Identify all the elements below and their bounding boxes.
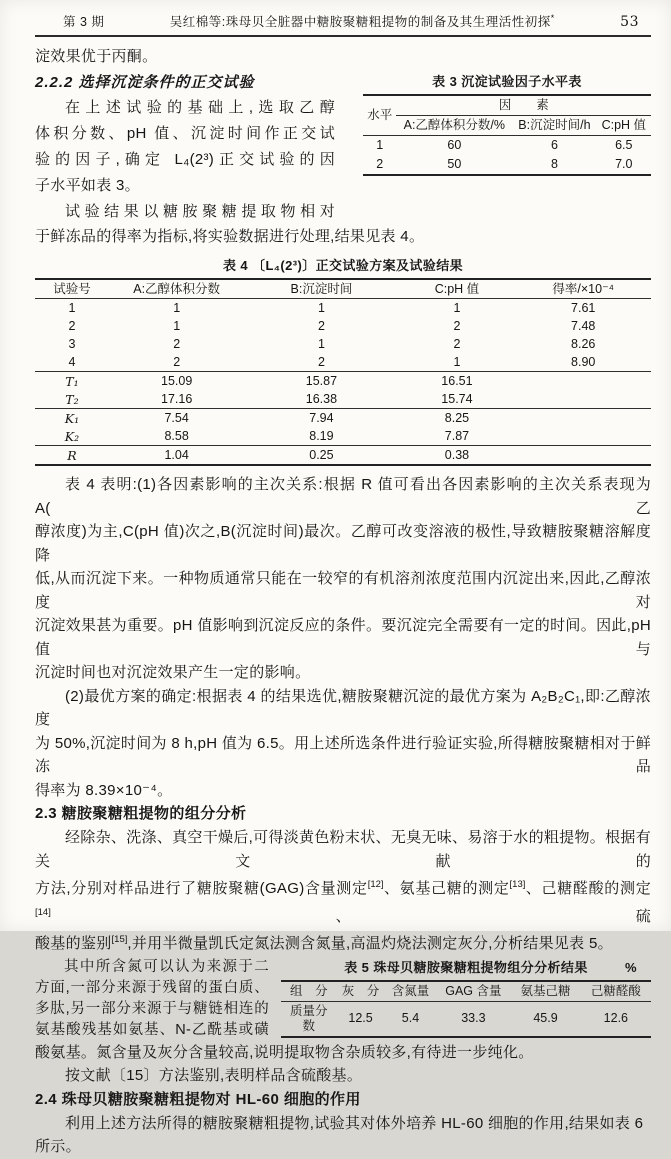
table-cell: 7.0 bbox=[615, 156, 633, 171]
table-cell: C:pH 值 bbox=[597, 115, 651, 135]
title-asterisk: * bbox=[550, 12, 555, 23]
left-column bbox=[35, 71, 335, 225]
paragraph-line: 得率为 8.39×10⁻⁴。 bbox=[35, 781, 173, 799]
table-cell: 7.54 bbox=[164, 410, 189, 425]
issue-number: 第 3 期 bbox=[63, 15, 105, 29]
paragraph-line: 其中所含氮可以认为来源于二 bbox=[64, 958, 269, 975]
citation-12: [12] bbox=[367, 879, 384, 890]
paragraph-line: 于鲜冻品的得率为指标,将实验数据进行处理,结果见表 4。 bbox=[35, 227, 425, 245]
table-cell bbox=[515, 409, 651, 428]
table-cell: 灰 分 bbox=[337, 981, 385, 1002]
paragraph-line: 酸氨基。氮含量及灰分含量较高,说明提取物含杂质较多,有待进一步纯化。 bbox=[35, 1043, 534, 1061]
table-cell: 2 bbox=[173, 336, 181, 351]
paragraph-line: 低,从而沉淀下来。一种物质通常只能在一较窄的有机溶剂浓度范围内沉淀出来,因此,乙醇浓度对 bbox=[35, 570, 651, 611]
paragraph-line: 验的因子,确定 L₄(2³)正交试验的因 bbox=[35, 150, 335, 168]
table-cell: 2 bbox=[244, 353, 398, 372]
table-cell: 水平 bbox=[363, 95, 396, 136]
table-cell: K₂ bbox=[35, 427, 109, 446]
paragraph-line: 在上述试验的基础上,选取乙醇 bbox=[65, 98, 335, 116]
table-cell: 3 bbox=[68, 336, 76, 351]
table-cell: 试验号 bbox=[35, 279, 109, 299]
table-cell: 8 bbox=[550, 156, 558, 171]
table-cell: C:pH 值 bbox=[398, 279, 515, 299]
table-cell: 7.48 bbox=[571, 318, 596, 333]
text-segment: 、氨基己糖的测定 bbox=[383, 880, 510, 897]
table-cell: 1 bbox=[453, 300, 461, 315]
table-cell: K₁ bbox=[64, 410, 80, 426]
paragraph-line: 子水平如表 3。 bbox=[35, 176, 140, 194]
table-4-wrap bbox=[35, 278, 651, 466]
table-cell: 1 bbox=[398, 353, 515, 372]
table-row bbox=[281, 1001, 651, 1037]
table-cell: 因 素 bbox=[396, 95, 651, 116]
section-2-3-heading: 2.3 糖胺聚糖粗提物的组分分析 bbox=[35, 805, 247, 822]
table-cell bbox=[515, 372, 651, 391]
table-row bbox=[35, 427, 651, 446]
table-cell: 6.5 bbox=[615, 137, 633, 152]
table-cell: 4 bbox=[35, 353, 109, 372]
table-cell: 17.16 bbox=[109, 390, 245, 409]
paragraph-line bbox=[35, 928, 651, 956]
left-column bbox=[35, 957, 269, 1041]
table-5-title-text: 表 5 珠母贝糖胺聚糖粗提物组分分析结果 bbox=[344, 959, 588, 975]
table-row bbox=[35, 353, 651, 372]
table-3-title: 表 3 沉淀试验因子水平表 bbox=[432, 73, 582, 89]
table-cell: 2 bbox=[453, 318, 461, 333]
two-column-block-2 bbox=[35, 957, 651, 1041]
table-cell: 1.04 bbox=[164, 447, 189, 462]
section-2-2-2-heading: 2.2.2 选择沉淀条件的正交试验 bbox=[35, 73, 255, 91]
table-cell: 己糖醛酸 bbox=[581, 981, 651, 1002]
table-cell: 12.6 bbox=[603, 1011, 629, 1025]
table-row bbox=[35, 372, 651, 391]
table-cell: 15.74 bbox=[398, 390, 515, 409]
paragraph-line: 经除杂、洗涤、真空干燥后,可得淡黄色粉末状、无臭无味、易溶于水的粗提物。根据有关文献的 bbox=[35, 829, 651, 870]
table-cell: 33.3 bbox=[461, 1011, 486, 1025]
text-segment: 酸基的鉴别 bbox=[35, 935, 112, 952]
table-cell: 7.61 bbox=[571, 300, 596, 315]
discussion-paragraph bbox=[35, 473, 651, 802]
table-cell: 7.94 bbox=[309, 410, 334, 425]
table-cell: 1 bbox=[173, 318, 181, 333]
paragraph-line: 多肽,另一部分来源于与糖链相连的 bbox=[35, 1000, 269, 1017]
table-cell: 12.5 bbox=[348, 1011, 373, 1025]
table-cell: 1 bbox=[68, 300, 76, 315]
table-cell: 16.51 bbox=[441, 373, 473, 388]
right-column bbox=[335, 71, 651, 225]
table-cell: 50 bbox=[447, 156, 462, 171]
table-cell: 2 bbox=[453, 336, 461, 351]
paragraph-line: 利用上述方法所得的糖胺聚糖粗提物,试验其对体外培养 HL-60 细胞的作用,结果如表 6 所示。 bbox=[35, 1114, 644, 1155]
table-cell: 15.87 bbox=[305, 373, 338, 388]
table-cell: 8.58 bbox=[109, 427, 245, 446]
running-title: 吴红棉等:珠母贝全脏器中糖胺聚糖粗提物的制备及其生理活性初探* bbox=[169, 12, 555, 29]
table-cell: 2 bbox=[109, 353, 245, 372]
two-column-block-1 bbox=[35, 71, 651, 225]
table-cell: T₂ bbox=[35, 390, 109, 409]
table-row bbox=[35, 335, 651, 353]
table-row bbox=[35, 299, 651, 318]
page-header bbox=[35, 12, 651, 30]
table-cell: 6 bbox=[550, 137, 558, 152]
table-cell: 60 bbox=[447, 137, 462, 152]
table-cell: 含氮量 bbox=[385, 981, 437, 1002]
paragraph-line: 为 50%,沉淀时间为 8 h,pH 值为 6.5。用上述所选条件进行验证实验,所得糖胺聚糖相对于鲜冻品 bbox=[35, 734, 651, 775]
table-cell: 8.26 bbox=[571, 336, 596, 351]
table-cell: R bbox=[67, 447, 77, 463]
table-cell: 8.19 bbox=[244, 427, 398, 446]
paragraph-line: 试验结果以糖胺聚糖提取物相对 bbox=[65, 202, 335, 220]
table-row bbox=[35, 446, 651, 466]
table-cell: 1 bbox=[376, 137, 384, 152]
table-cell bbox=[515, 390, 651, 409]
paragraph-line bbox=[35, 873, 651, 928]
paragraph-line: 表 4 表明:(1)各因素影响的主次关系:根据 R 值可看出各因素影响的主次关系表现为 A(乙 bbox=[35, 476, 651, 517]
text-segment: 方法,分别对样品进行了糖胺聚糖(GAG)含量测定 bbox=[35, 880, 368, 897]
table-cell: 45.9 bbox=[533, 1011, 558, 1025]
table-cell: 质量分数 bbox=[289, 1003, 328, 1033]
paragraph-line: 方面,一部分来源于残留的蛋白质、 bbox=[35, 979, 269, 996]
table-cell: 2 bbox=[317, 318, 325, 333]
table-cell: 1 bbox=[317, 300, 325, 315]
table-cell bbox=[515, 427, 651, 446]
table-cell: 7.87 bbox=[398, 427, 515, 446]
table-5-title bbox=[281, 959, 651, 977]
text-segment: 、硫 bbox=[50, 907, 651, 925]
paragraph-line: 沉淀效果甚为重要。pH 值影响到沉淀反应的条件。要沉淀完全需要有一定的时间。因此,pH 值与 bbox=[35, 617, 651, 658]
table-cell: B:沉淀时间 bbox=[244, 279, 398, 299]
table-cell: 15.09 bbox=[161, 373, 193, 388]
text-segment: ,并用半微量凯氏定氮法测含氮量,高温灼烧法测定灰分,分析结果见表 5。 bbox=[127, 935, 613, 952]
section-2-4-heading: 2.4 珠母贝糖胺聚糖粗提物对 HL-60 细胞的作用 bbox=[35, 1090, 361, 1108]
citation-14: [14] bbox=[35, 906, 51, 918]
paragraph-line: 沉淀时间也对沉淀效果产生一定的影响。 bbox=[35, 664, 311, 681]
table-cell: A:乙醇体积分数/% bbox=[396, 115, 512, 135]
table-3 bbox=[363, 94, 651, 176]
table-cell: B:沉淀时间/h bbox=[512, 115, 596, 135]
table-row bbox=[35, 390, 651, 409]
table-cell: 5.4 bbox=[401, 1011, 420, 1025]
table-cell: 2 bbox=[68, 318, 76, 333]
citation-13: [13] bbox=[509, 879, 526, 890]
table-cell: GAG 含量 bbox=[436, 981, 510, 1002]
table-row bbox=[363, 155, 651, 175]
table-cell: T₁ bbox=[65, 373, 79, 389]
paragraph-line: 醇浓度)为主,C(pH 值)次之,B(沉淀时间)最次。乙醇可改变溶液的极性,导致糖胺聚糖溶解度降 bbox=[35, 523, 651, 564]
table-cell: 0.25 bbox=[309, 447, 334, 462]
table-cell: 16.38 bbox=[244, 390, 398, 409]
table-cell: A:乙醇体积分数 bbox=[109, 279, 245, 299]
table-header-row bbox=[281, 981, 651, 1002]
header-rule bbox=[35, 35, 651, 37]
page-number: 53 bbox=[620, 14, 639, 30]
table-row bbox=[363, 135, 651, 155]
table-header-row bbox=[35, 279, 651, 299]
text-segment: 、己糖醛酸的测定 bbox=[525, 880, 651, 897]
table-cell: 1 bbox=[317, 336, 325, 351]
table-cell: 2 bbox=[376, 156, 384, 171]
paragraph-line: 体积分数、pH 值、沉淀时间作正交试 bbox=[35, 124, 335, 142]
table-4 bbox=[35, 278, 651, 466]
table-4-title: 表 4 〔L₄(2³)〕正交试验方案及试验结果 bbox=[222, 258, 463, 273]
citation-15: [15] bbox=[111, 934, 128, 945]
table-cell: 氨基己糖 bbox=[510, 981, 580, 1002]
table-cell bbox=[515, 446, 651, 466]
table-5-unit: % bbox=[625, 959, 637, 975]
paragraph-line: 淀效果优于丙酮。 bbox=[35, 48, 158, 65]
table-cell: 8.90 bbox=[515, 353, 651, 372]
table-cell: 0.38 bbox=[444, 447, 470, 462]
right-column bbox=[269, 957, 651, 1041]
table-cell: 得率/×10⁻⁴ bbox=[515, 279, 651, 299]
table-row bbox=[35, 317, 651, 335]
table-cell: 1 bbox=[173, 300, 181, 315]
paragraph-line: 氨基酸残基如氨基、N-乙酰基或磺 bbox=[35, 1021, 269, 1038]
table-cell: 8.25 bbox=[444, 410, 470, 425]
table-cell: 组 分 bbox=[281, 981, 337, 1002]
paragraph-line: 按文献〔15〕方法鉴别,表明样品含硫酸基。 bbox=[65, 1067, 363, 1084]
paragraph-line: (2)最优方案的确定:根据表 4 的结果选优,糖胺聚糖沉淀的最优方案为 A₂B₂C₁,即:乙醇浓度 bbox=[35, 687, 651, 728]
table-row bbox=[35, 409, 651, 428]
table-5 bbox=[281, 980, 651, 1038]
